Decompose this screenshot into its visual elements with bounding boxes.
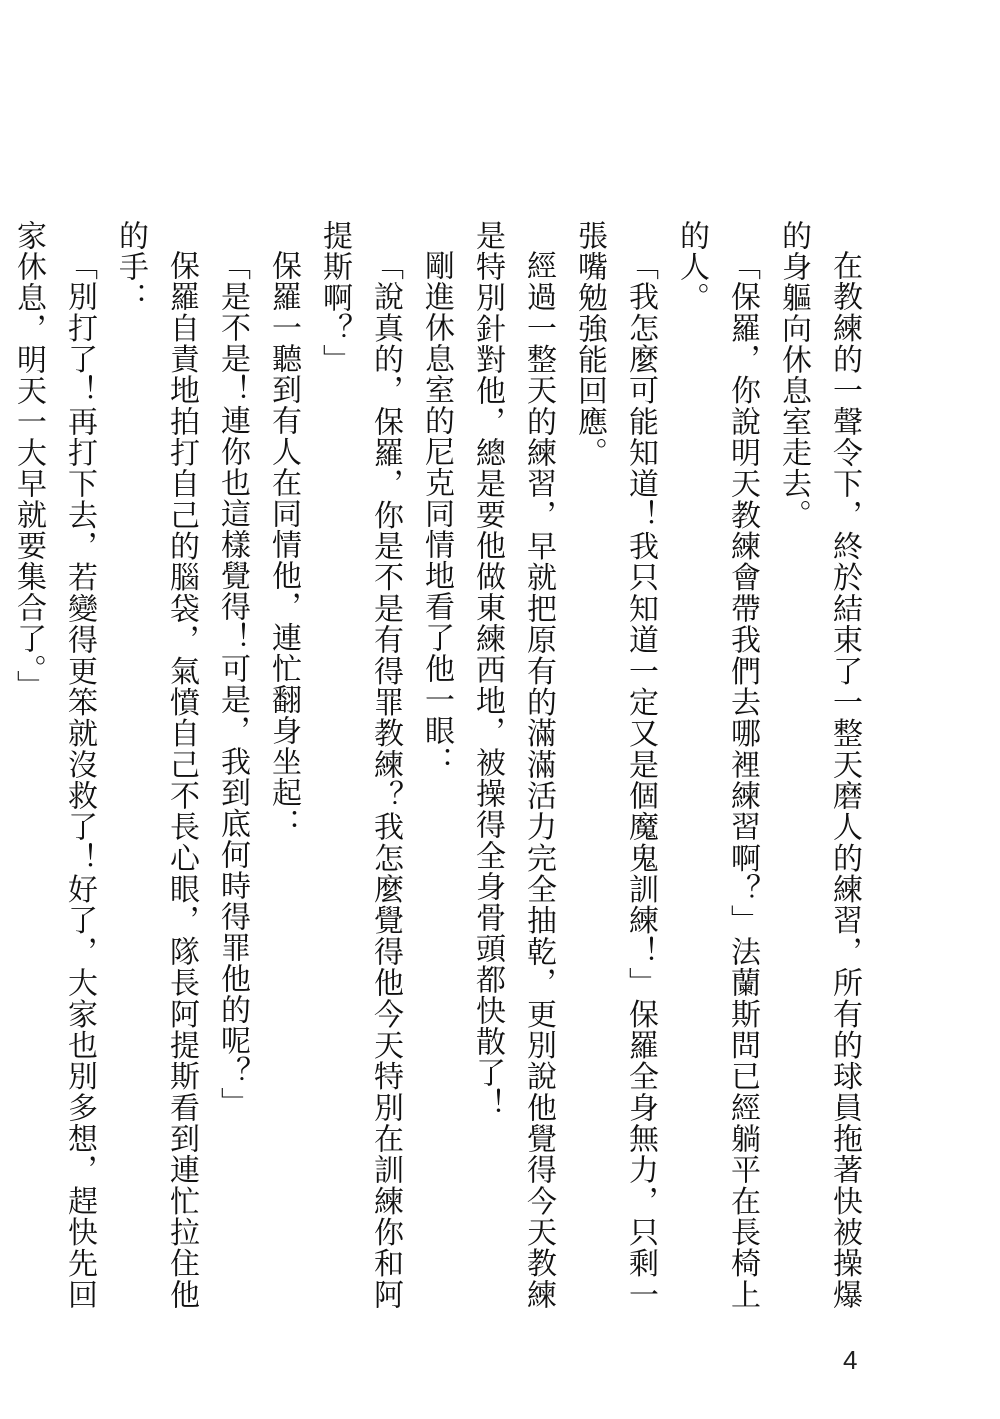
paragraph: 保羅一聽到有人在同情他，連忙翻身坐起： (266, 250, 301, 839)
paragraph: 保羅自責地拍打自己的腦袋，氣憤自己不長心眼，隊長阿提斯看到連忙拉住他的手： (113, 220, 199, 1310)
paragraph (0, 220, 3, 1310)
paragraph: 「說真的，保羅，你是不是有得罪教練？我怎麼覺得他今天特別在訓練你和阿提斯啊？」 (317, 220, 403, 1310)
paragraph: 「保羅，你說明天教練會帶我們去哪裡練習啊？」法蘭斯問已經躺平在長椅上的人。 (674, 220, 760, 1310)
paragraph: 剛進休息室的尼克同情地看了他一眼： (419, 250, 454, 777)
page-number: 4 (843, 1345, 858, 1375)
paragraph: 經過一整天的練習，早就把原有的滿滿活力完全抽乾，更別說他覺得今天教練是特別針對他，總是要他做東練西地，被操得全身骨頭都快散了！ (470, 220, 556, 1310)
paragraph: 「我怎麼可能知道！我只知道一定又是個魔鬼訓練！」保羅全身無力，只剩一張嘴勉強能回應。 (572, 220, 658, 1310)
vertical-text-body (0, 220, 870, 1310)
paragraph: 「是不是！連你也這樣覺得！可是，我到底何時得罪他的呢？」 (215, 250, 250, 1118)
paragraph: 「別打了！再打下去，若變得更笨就沒救了！好了，大家也別多想，趕快先回家休息，明天一大早就要集合了。」 (11, 220, 97, 1310)
paragraph: 在教練的一聲令下，終於結束了一整天磨人的練習，所有的球員拖著快被操爆的身軀向休息室走去。 (776, 220, 862, 1310)
